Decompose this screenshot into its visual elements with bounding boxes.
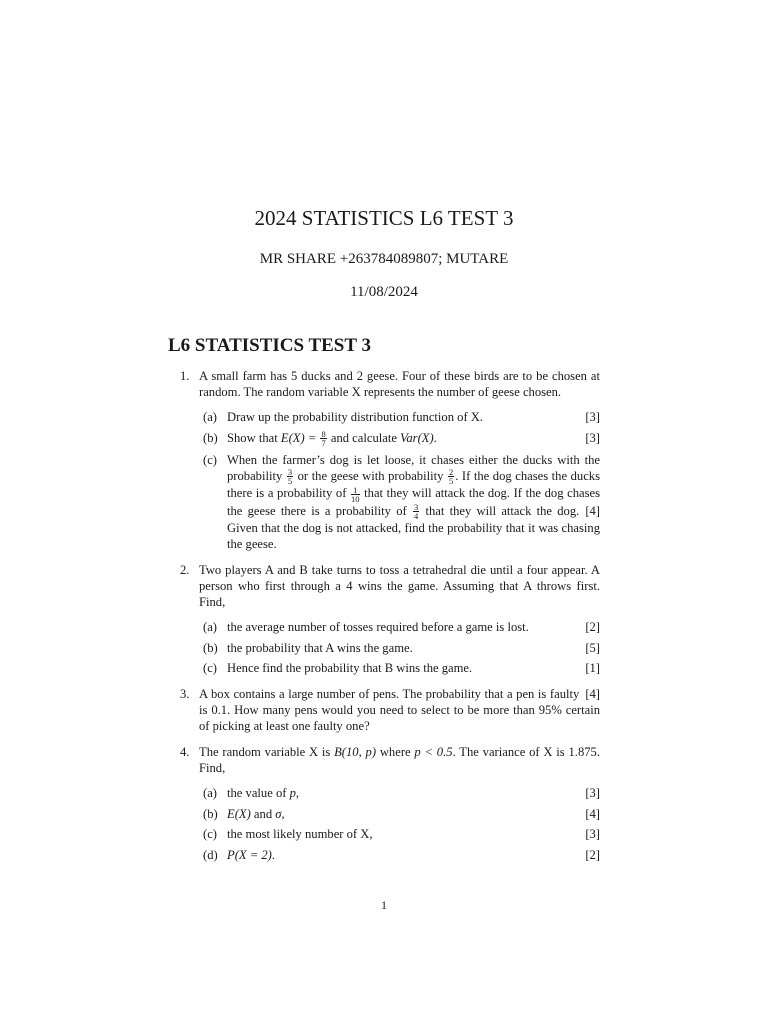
text-fragment: that they will attack the dog. Given that the dog is not attacked, find the probability that it was chasing the geese. bbox=[227, 503, 600, 552]
marks: [3] bbox=[585, 430, 600, 445]
question-3 bbox=[168, 686, 600, 734]
part-text: the average number of tosses required before a game is lost. bbox=[227, 620, 529, 635]
part-1b bbox=[199, 430, 600, 448]
part-4c bbox=[199, 826, 600, 842]
question-parts bbox=[199, 619, 600, 676]
part-label: (c) bbox=[203, 827, 217, 842]
fraction bbox=[320, 430, 326, 447]
marks: [5] bbox=[585, 640, 600, 655]
text-fragment: or the geese with probability bbox=[294, 468, 447, 483]
part-label: (c) bbox=[203, 452, 217, 467]
text-fragment: , bbox=[295, 786, 300, 801]
question-4 bbox=[168, 744, 600, 863]
math-expression: E(X) bbox=[227, 806, 251, 821]
question-number: 1. bbox=[180, 369, 190, 383]
text-fragment: When the farmer’s dog is let loose, it chases either the ducks with the probability bbox=[227, 452, 600, 483]
part-text bbox=[227, 806, 285, 822]
fraction-numerator: 2 bbox=[448, 467, 454, 478]
text-fragment: . The variance of X is 1.875. Find, bbox=[199, 745, 600, 776]
fraction-denominator: 5 bbox=[448, 476, 454, 487]
marks: [2] bbox=[585, 620, 600, 635]
fraction-numerator: 1 bbox=[351, 486, 360, 495]
question-2 bbox=[168, 562, 600, 676]
marks: [3] bbox=[585, 827, 600, 842]
text-fragment: The random variable X is bbox=[199, 745, 335, 760]
part-4a bbox=[199, 785, 600, 801]
marks: [4] bbox=[585, 806, 600, 821]
part-1c bbox=[199, 452, 600, 553]
marks: [4] bbox=[585, 687, 600, 702]
math-expression: p < 0.5 bbox=[414, 745, 453, 760]
fraction-numerator: 8 bbox=[321, 429, 326, 440]
marks: [2] bbox=[585, 847, 600, 862]
part-text: Draw up the probability distribution function of X. bbox=[227, 410, 484, 424]
text-fragment: A box contains a large number of pens. The probability that a pen is faulty is 0.1. How many pens would you need to select to be more than 95% certain of picking at least one faulty one? bbox=[199, 687, 600, 734]
fraction-denominator: 4 bbox=[413, 511, 419, 522]
text-fragment: . bbox=[271, 847, 276, 862]
part-label: (d) bbox=[203, 847, 218, 862]
part-label: (b) bbox=[203, 806, 218, 821]
marks: [3] bbox=[585, 786, 600, 801]
question-text: Two players A and B take turns to toss a tetrahedral die until a four appear. A person who first through a 4 wins the game. Assuming that A throws first. Find, bbox=[199, 563, 600, 610]
text-fragment: the value of bbox=[227, 786, 290, 801]
part-4b bbox=[199, 806, 600, 822]
question-1 bbox=[168, 368, 600, 552]
section-heading: L6 STATISTICS TEST 3 bbox=[168, 335, 371, 356]
question-text bbox=[199, 686, 600, 734]
part-text bbox=[227, 430, 437, 448]
part-text bbox=[227, 785, 299, 801]
date-line: 11/08/2024 bbox=[350, 284, 418, 300]
text-fragment: and bbox=[250, 806, 276, 821]
question-number: 3. bbox=[180, 687, 190, 702]
fraction bbox=[287, 468, 293, 485]
part-2c bbox=[199, 660, 600, 676]
math-expression: P(X = 2) bbox=[227, 847, 272, 862]
part-2b bbox=[199, 640, 600, 656]
part-label: (c) bbox=[203, 661, 217, 676]
fraction-numerator: 3 bbox=[413, 502, 419, 513]
part-label: (a) bbox=[203, 410, 217, 424]
math-expression: σ bbox=[275, 806, 282, 821]
question-text: A small farm has 5 ducks and 2 geese. Four of these birds are to be chosen at random. The random variable X represents the number of geese chosen. bbox=[199, 369, 600, 399]
text-fragment: Show that bbox=[227, 430, 281, 445]
part-text bbox=[227, 452, 600, 553]
question-list bbox=[168, 368, 600, 873]
text-fragment: and calculate bbox=[327, 430, 401, 445]
math-expression: B(10, p) bbox=[334, 745, 377, 760]
math-expression: Var(X) bbox=[400, 430, 434, 445]
math-expression: E(X) = bbox=[280, 430, 320, 445]
text-fragment: where bbox=[376, 745, 415, 760]
question-parts bbox=[199, 409, 600, 552]
marks: [1] bbox=[585, 661, 600, 676]
part-text: the most likely number of X, bbox=[227, 827, 373, 842]
document-title: 2024 STATISTICS L6 TEST 3 bbox=[254, 206, 514, 230]
fraction-denominator: 10 bbox=[351, 493, 360, 504]
page-number: 1 bbox=[381, 898, 387, 912]
fraction-numerator: 3 bbox=[287, 467, 293, 478]
part-label: (b) bbox=[203, 430, 218, 445]
part-1a bbox=[199, 409, 600, 425]
question-number: 2. bbox=[180, 563, 190, 578]
fraction-denominator: 7 bbox=[321, 438, 326, 449]
marks: [4] bbox=[585, 503, 600, 518]
part-4d bbox=[199, 847, 600, 863]
author-line: MR SHARE +263784089807; MUTARE bbox=[259, 251, 509, 267]
part-label: (a) bbox=[203, 620, 217, 635]
part-text: the probability that A wins the game. bbox=[227, 640, 413, 655]
question-parts bbox=[199, 785, 600, 863]
fraction bbox=[448, 468, 454, 485]
text-fragment: , bbox=[281, 806, 285, 821]
part-label: (a) bbox=[203, 786, 217, 801]
fraction bbox=[413, 503, 419, 520]
fraction-denominator: 5 bbox=[287, 476, 293, 487]
part-text: Hence find the probability that B wins the game. bbox=[227, 661, 473, 676]
marks: [3] bbox=[585, 410, 600, 424]
math-expression: p bbox=[289, 786, 296, 801]
part-2a bbox=[199, 619, 600, 635]
question-text bbox=[199, 744, 600, 776]
part-label: (b) bbox=[203, 640, 218, 655]
fraction bbox=[351, 486, 360, 503]
question-number: 4. bbox=[180, 745, 190, 760]
text-fragment: . bbox=[433, 430, 437, 445]
part-text bbox=[227, 847, 275, 863]
text-fragment: . If the dog chases the ducks there is a probability of bbox=[227, 468, 600, 501]
text-fragment: that they will attack the dog. If the dog chases the geese there is a probability of bbox=[227, 486, 600, 518]
